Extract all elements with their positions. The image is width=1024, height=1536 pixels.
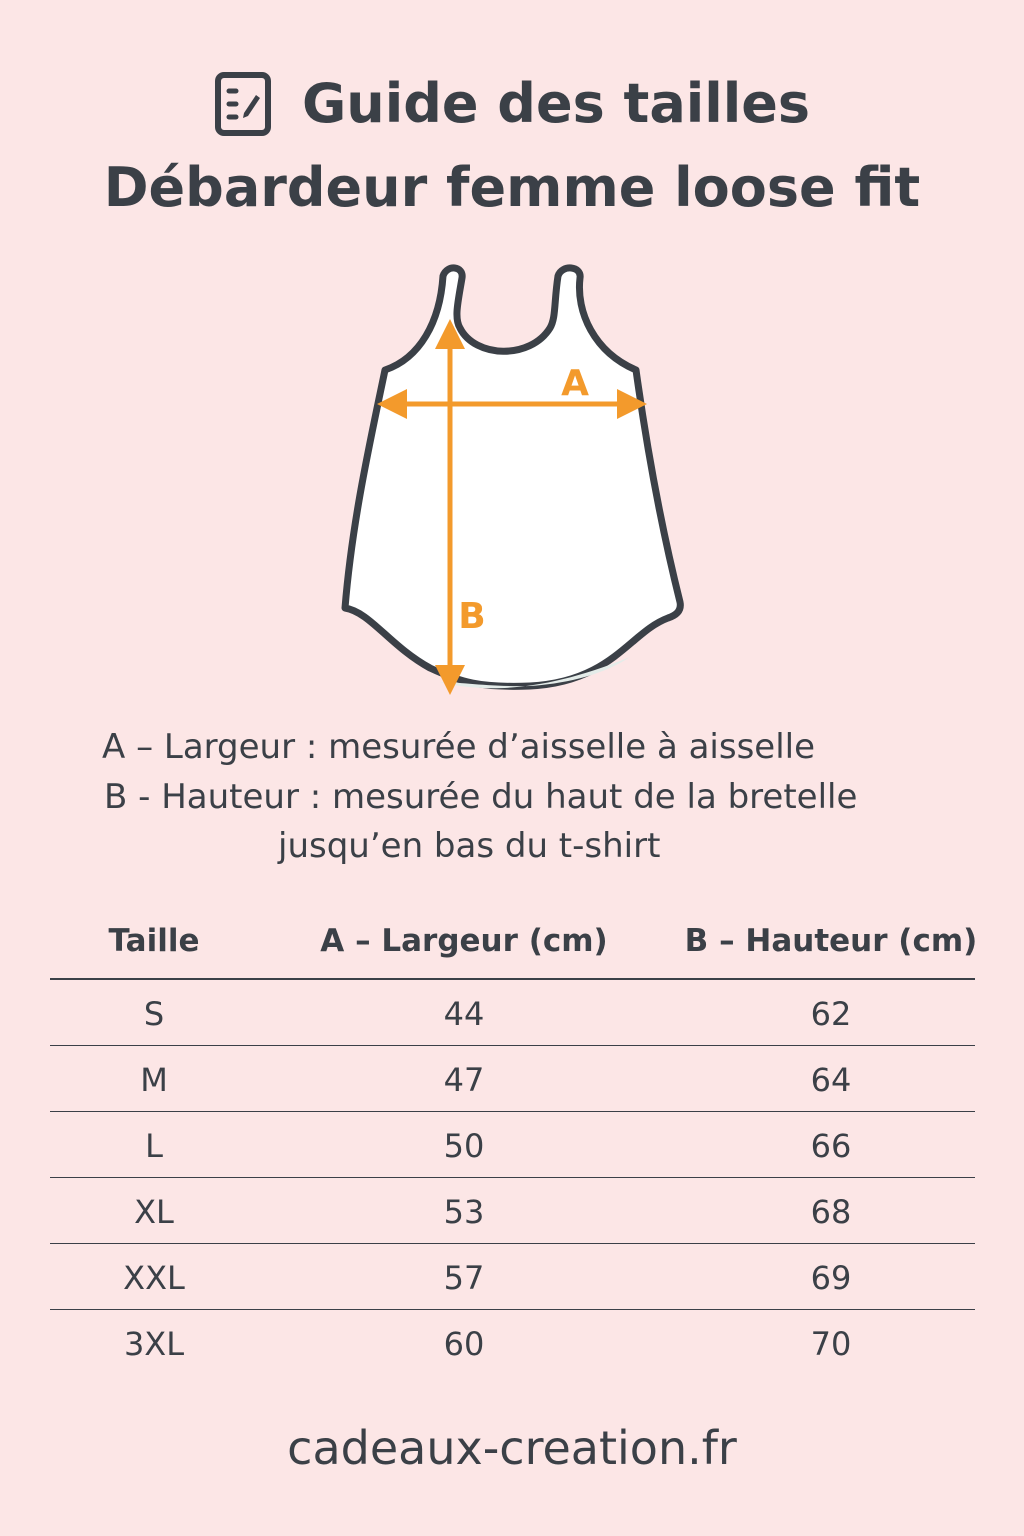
cell-size: XXL: [123, 1259, 185, 1297]
label-b: B: [458, 596, 486, 637]
header-size: Taille: [108, 923, 200, 959]
table-header: [50, 910, 978, 980]
table-row: [50, 1178, 975, 1244]
title-line-2: [0, 146, 1024, 230]
table-row: [50, 1046, 975, 1112]
title-line-1: [0, 62, 1024, 146]
tank-top-diagram: [330, 262, 700, 702]
cell-height: 70: [810, 1325, 852, 1363]
table-row: [50, 980, 975, 1046]
table-row: [50, 1112, 975, 1178]
checklist-document-icon: [214, 71, 272, 137]
footer-website: cadeaux-creation.fr: [287, 1421, 737, 1475]
title-block: [0, 62, 1024, 230]
cell-height: 64: [810, 1061, 852, 1099]
cell-width: 47: [443, 1061, 485, 1099]
cell-size: S: [143, 995, 165, 1033]
legend-a: A – Largeur : mesurée d’aisselle à aisselle: [102, 727, 816, 767]
cell-height: 69: [810, 1259, 852, 1297]
cell-height: 68: [810, 1193, 852, 1231]
size-table: [50, 910, 978, 1375]
cell-height: 62: [810, 995, 852, 1033]
header-height: B – Hauteur (cm): [684, 923, 978, 959]
page-title: Guide des tailles: [301, 72, 811, 135]
cell-size: M: [140, 1061, 168, 1099]
cell-width: 53: [443, 1193, 485, 1231]
cell-size: L: [145, 1127, 163, 1165]
legend-b-continued: jusqu’en bas du t-shirt: [278, 826, 661, 866]
cell-height: 66: [810, 1127, 852, 1165]
page-subtitle: Débardeur femme loose fit: [103, 156, 921, 219]
table-row: [50, 1244, 975, 1310]
cell-width: 57: [443, 1259, 485, 1297]
table-row: [50, 1310, 975, 1375]
cell-width: 60: [443, 1325, 485, 1363]
cell-width: 44: [443, 995, 485, 1033]
cell-size: XL: [134, 1193, 174, 1231]
label-a: A: [561, 363, 589, 404]
cell-size: 3XL: [123, 1325, 185, 1363]
legend-b: B - Hauteur : mesurée du haut de la bretelle: [104, 777, 858, 817]
header-width: A – Largeur (cm): [320, 923, 608, 959]
tank-top-outline: [345, 268, 680, 688]
cell-width: 50: [443, 1127, 485, 1165]
